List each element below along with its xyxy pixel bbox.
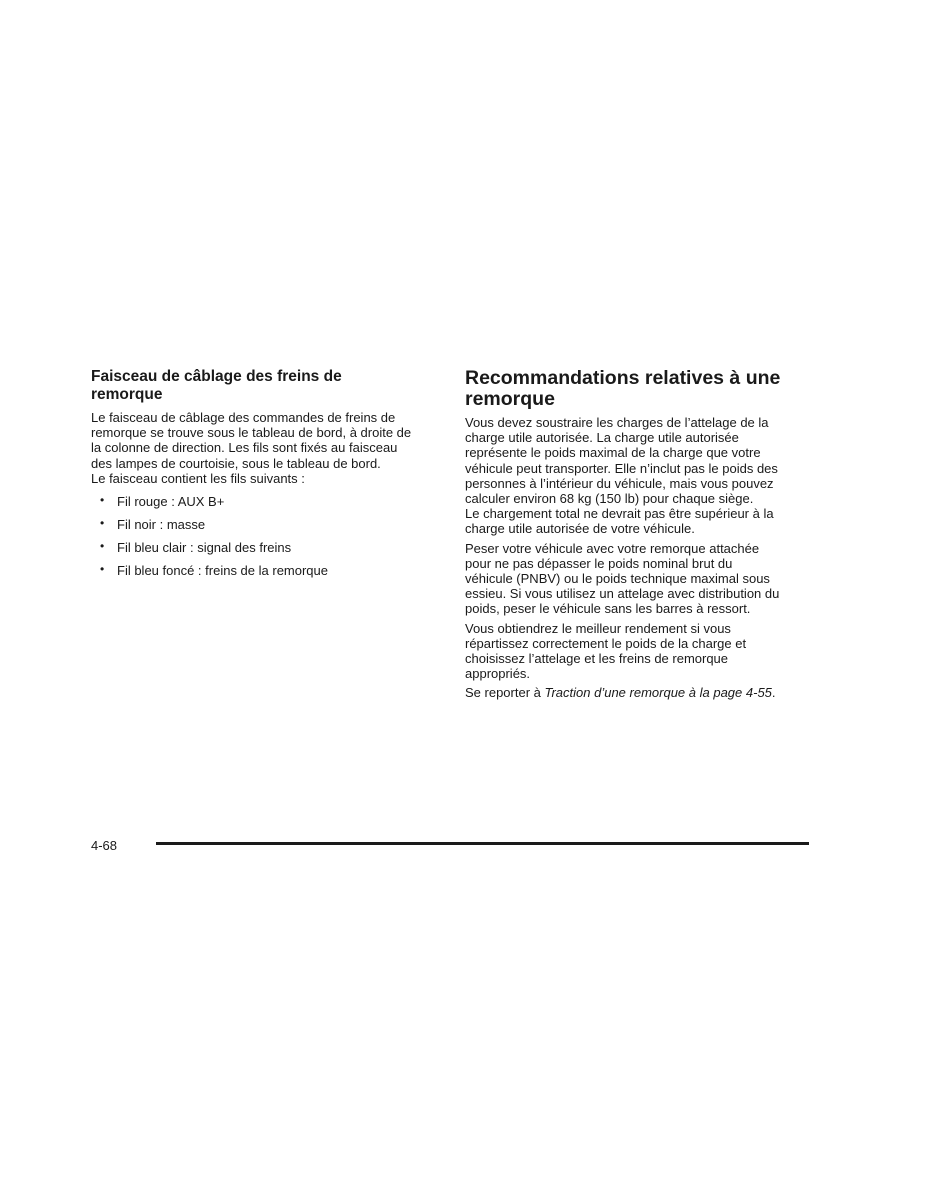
list-item	[91, 540, 441, 555]
list-item	[91, 494, 441, 509]
text-line: personnes à l’intérieur du véhicule, mais vous pouvez	[465, 475, 774, 491]
text-line: Le faisceau de câblage des commandes de freins de	[91, 410, 396, 425]
heading-brake-wiring	[91, 368, 441, 404]
list-item-text: Fil rouge : AUX B+	[117, 494, 225, 510]
bullet-icon: •	[100, 539, 105, 554]
right-column	[465, 368, 805, 705]
text-line: des lampes de courtoisie, sous le tableau de bord.	[91, 455, 381, 471]
paragraph-wiring-location	[91, 410, 441, 486]
text-line: véhicule (PNBV) ou le poids technique maximal sous	[465, 571, 770, 587]
paragraph-performance	[465, 621, 805, 682]
list-item-text: Fil bleu foncé : freins de la remorque	[117, 563, 328, 579]
wire-list	[91, 494, 441, 578]
text-line: Le chargement total ne devrait pas être supérieur à la	[465, 506, 774, 522]
heading-recommendations	[465, 368, 805, 410]
text-line: calculer environ 68 kg (150 lb) pour chaque siège.	[465, 491, 754, 507]
text-line: charge utile autorisée. La charge utile autorisée	[465, 430, 739, 446]
text-line: représente le poids maximal de la charge que votre	[465, 445, 761, 461]
list-item	[91, 517, 441, 532]
text-line: la colonne de direction. Les fils sont fixés au faisceau	[91, 440, 398, 456]
text-line: répartissez correctement le poids de la charge et	[465, 635, 747, 651]
text-line: remorque se trouve sous le tableau de bord, à droite de	[91, 425, 412, 441]
footer-rule	[156, 842, 809, 845]
list-item-text: Fil noir : masse	[117, 517, 206, 533]
text-line: poids, peser le véhicule sans les barres à ressort.	[465, 601, 751, 617]
list-item-text: Fil bleu clair : signal des freins	[117, 540, 292, 556]
text-line: choisissez l’attelage et les freins de remorque	[465, 651, 729, 667]
text-line: appropriés.	[465, 666, 531, 682]
heading-line: Faisceau de câblage des freins de	[91, 368, 342, 385]
paragraph-reference	[465, 685, 805, 700]
text-line: charge utile autorisée de votre véhicule.	[465, 521, 695, 537]
list-item	[91, 563, 441, 578]
text-line: essieu. Si vous utilisez un attelage avec distribution du	[465, 586, 780, 602]
reference-prefix: Se reporter à	[465, 685, 545, 701]
heading-line: Recommandations relatives à une	[465, 367, 781, 389]
text-line: Vous obtiendrez le meilleur rendement si vous	[465, 620, 731, 636]
paragraph-payload	[465, 415, 805, 537]
page-number: 4-68	[91, 838, 118, 853]
text-line: Peser votre véhicule avec votre remorque attachée	[465, 540, 760, 556]
text-line: pour ne pas dépasser le poids nominal brut du	[465, 555, 733, 571]
paragraph-weighing	[465, 541, 805, 617]
bullet-icon: •	[100, 562, 105, 577]
reference-link[interactable]: Traction d’une remorque à la page 4-55	[544, 685, 772, 701]
text-line: véhicule peut transporter. Elle n’inclut pas le poids des	[465, 460, 778, 476]
bullet-icon: •	[100, 516, 105, 531]
heading-line: remorque	[91, 386, 163, 403]
text-line: Le faisceau contient les fils suivants :	[91, 470, 305, 486]
left-column	[91, 368, 441, 586]
heading-line: remorque	[465, 388, 555, 410]
text-line: Vous devez soustraire les charges de l’attelage de la	[465, 415, 769, 430]
bullet-icon: •	[100, 493, 105, 508]
reference-suffix: .	[771, 685, 776, 701]
